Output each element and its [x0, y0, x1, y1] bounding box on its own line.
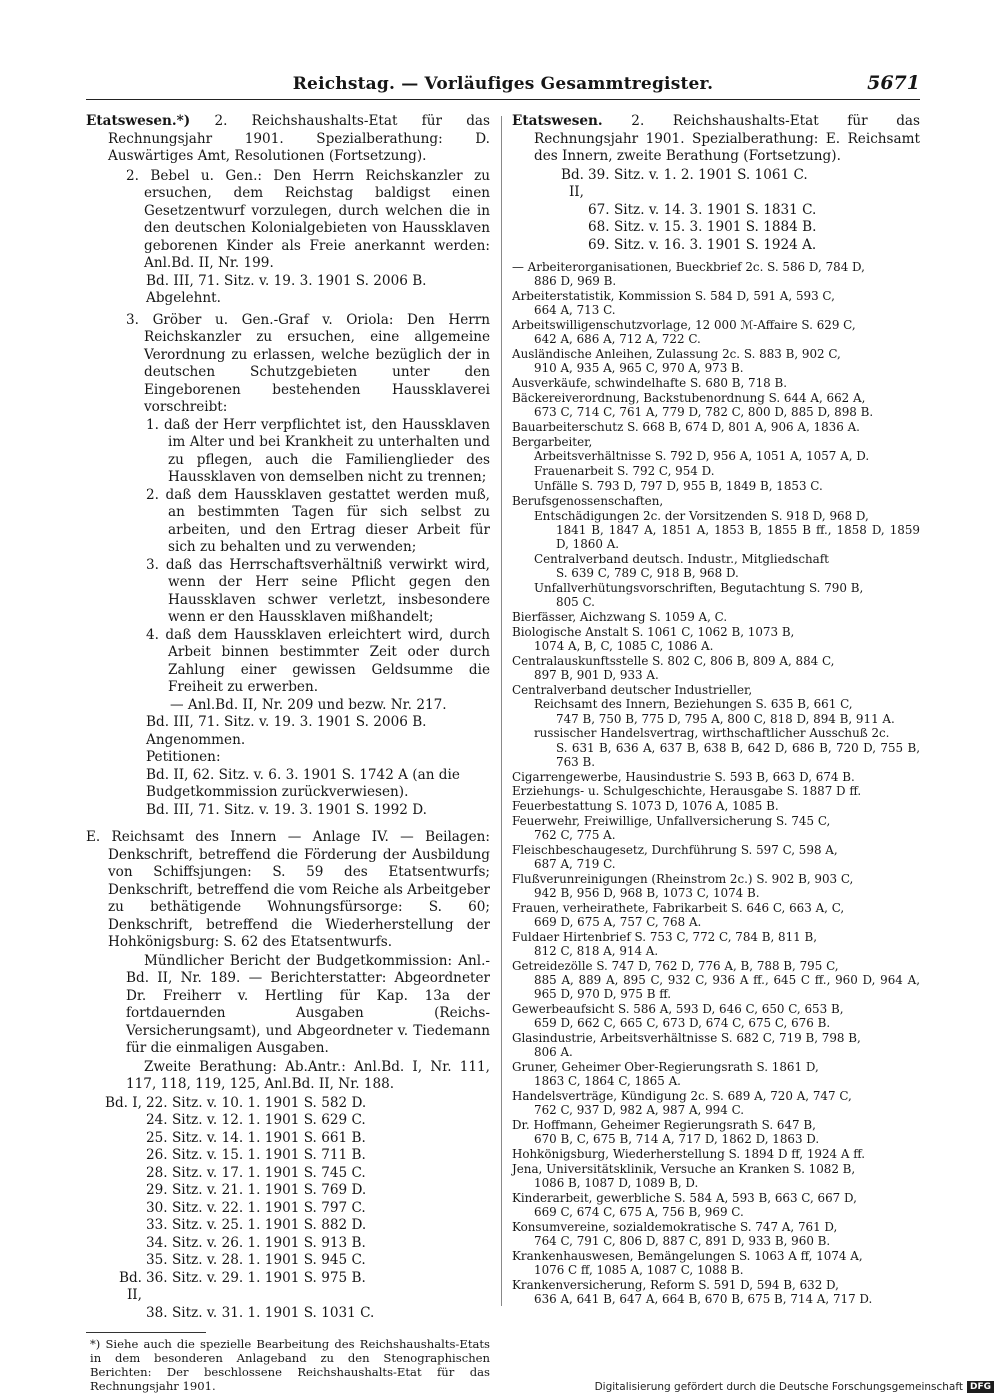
second-reading: Zweite Berathung: Ab.Antr.: Anl.Bd. I, Nr. 111, 117, 118, 119, 125, Anl.Bd. II, Nr. 188.	[126, 1058, 490, 1092]
index-entry-continuation: 806 A.	[534, 1045, 573, 1060]
index-entry-text: Jena, Universitätsklinik, Versuche an Kranken S. 1082 B,	[512, 1161, 856, 1176]
motion-groeber-result: Angenommen.	[146, 731, 246, 748]
index-entry-continuation: 669 D, 675 A, 757 C, 768 A.	[534, 915, 702, 930]
index-entry-continuation: 897 B, 901 D, 933 A.	[534, 667, 659, 682]
index-entry	[512, 260, 920, 288]
index-entry-text: Krankenhauswesen, Bemängelungen S. 1063 A ff, 1074 A,	[512, 1248, 863, 1263]
session-volume: Bd. I,	[104, 1094, 142, 1111]
session-line	[104, 1182, 490, 1200]
index-entry	[512, 347, 920, 375]
index-entry-text: Centralverband deutsch. Industr., Mitgliedschaft	[534, 551, 829, 566]
index-entry	[512, 683, 920, 697]
session-volume	[104, 1112, 146, 1130]
session-line	[546, 237, 920, 255]
index-entry-continuation: 805 C.	[556, 594, 595, 609]
session-line	[104, 1130, 490, 1148]
index-entry-text: Handelsverträge, Kündigung 2c. S. 689 A, 720 A, 747 C,	[512, 1089, 852, 1104]
running-title: Reichstag. — Vorläufiges Gesammtregister.	[292, 74, 714, 94]
session-volume	[546, 219, 588, 237]
petitionen-ref-1: Bd. II, 62. Sitz. v. 6. 3. 1901 S. 1742 A (an die Budgetkommission zurückverwiesen).	[146, 766, 460, 800]
index-entry	[512, 1031, 920, 1059]
index-entry-continuation: 886 D, 969 B.	[534, 274, 617, 289]
petitionen-ref-2: Bd. III, 71. Sitz. v. 19. 3. 1901 S. 1992 D.	[146, 801, 427, 818]
index-entry	[512, 1060, 920, 1088]
index-entry-continuation: 669 C, 674 C, 675 A, 756 B, 969 C.	[534, 1205, 744, 1220]
session-text: 30. Sitz. v. 22. 1. 1901 S. 797 C.	[146, 1199, 366, 1216]
left-column	[86, 113, 490, 1393]
index-entry-text: Reichsamt des Innern, Beziehungen S. 635 B, 661 C,	[534, 697, 853, 712]
footnote-rule	[86, 1332, 206, 1333]
index-entry-text: Ausverkäufe, schwindelhafte S. 680 B, 718 B.	[512, 376, 788, 390]
session-line	[104, 1200, 490, 1218]
index-entry-text: Unfallverhütungsvorschriften, Begutachtung S. 790 B,	[534, 580, 864, 595]
index-entry	[512, 610, 920, 624]
session-text: 69. Sitz. v. 16. 3. 1901 S. 1924 A.	[588, 236, 817, 253]
index-entry	[512, 872, 920, 900]
session-line	[546, 202, 920, 220]
index-entry-text: Bergarbeiter,	[512, 434, 593, 449]
index-entry-continuation: 812 C, 818 A, 914 A.	[534, 944, 659, 959]
session-volume	[104, 1165, 146, 1183]
session-line	[104, 1235, 490, 1253]
index-entry	[512, 930, 920, 958]
motion-bebel-result: Abgelehnt.	[146, 290, 221, 306]
index-subentry	[512, 509, 920, 552]
index-subentry	[512, 479, 920, 493]
page-header	[86, 72, 920, 102]
index-entry	[512, 799, 920, 813]
session-text: 29. Sitz. v. 21. 1. 1901 S. 769 D.	[146, 1182, 367, 1198]
session-text: 33. Sitz. v. 25. 1. 1901 S. 882 D.	[146, 1217, 367, 1233]
motion-groeber-ref: Bd. III, 71. Sitz. v. 19. 3. 1901 S. 2006 B.	[146, 714, 427, 730]
motion-bebel: 2. Bebel u. Gen.: Den Herrn Reichskanzler zu ersuchen, dem Reichstag baldigst einen Gesetzentwurf vorzulegen, durch welchen die in den deutschen Kolonialgebieten von Haussklaven geborenen Kinder als Freie anerkannt werden: Anl.Bd. II, Nr. 199.	[126, 167, 490, 271]
index-subentry	[512, 464, 920, 478]
index-entry	[512, 843, 920, 871]
index-subentry	[512, 552, 920, 580]
index-entry	[512, 1162, 920, 1190]
session-volume	[104, 1147, 146, 1165]
index-entry	[512, 1118, 920, 1146]
motion-groeber: 3. Gröber u. Gen.-Graf v. Oriola: Den Herrn Reichskanzler zu ersuchen, eine allgemeine Verordnung zu erlassen, welche bezüglich der in deutschen Schutzgebieten unter den Eingeborenen bestehenden Haussklaverei vorschreibt:	[126, 311, 490, 415]
session-volume	[104, 1252, 146, 1270]
session-line	[104, 1305, 490, 1323]
session-line	[104, 1270, 490, 1305]
right-heading	[512, 113, 920, 166]
index-entry	[512, 1278, 920, 1306]
index-entry-continuation: 762 C, 937 D, 982 A, 987 A, 994 C.	[534, 1103, 745, 1118]
left-session-list	[86, 1095, 490, 1323]
index-entry-continuation: 636 A, 641 B, 647 A, 664 B, 670 B, 675 B, 714 A, 717 D.	[534, 1292, 873, 1307]
index-entry-continuation: 673 C, 714 C, 761 A, 779 D, 782 C, 800 D, 885 D, 898 B.	[534, 405, 874, 419]
index-entry-continuation: S. 639 C, 789 C, 918 B, 968 D.	[556, 565, 739, 580]
index-entry	[512, 959, 920, 1002]
petitionen-label: Petitionen:	[146, 749, 221, 765]
session-line	[104, 1165, 490, 1183]
index-entry-text: Krankenversicherung, Reform S. 591 D, 594 B, 632 D,	[512, 1277, 839, 1292]
index-entry-text: Dr. Hoffmann, Geheimer Regierungsrath S. 647 B,	[512, 1118, 816, 1133]
index-entry-text: Ausländische Anleihen, Zulassung 2c. S. 883 B, 902 C,	[512, 347, 841, 361]
index-subentry	[512, 449, 920, 463]
index-entry-text: Centralauskunftsstelle S. 802 C, 806 B, 809 A, 884 C,	[512, 653, 835, 668]
index-entry	[512, 1089, 920, 1117]
session-text: 25. Sitz. v. 14. 1. 1901 S. 661 B.	[146, 1129, 366, 1146]
session-volume	[104, 1200, 146, 1218]
session-text: 35. Sitz. v. 28. 1. 1901 S. 945 C.	[146, 1252, 366, 1268]
session-volume	[104, 1305, 146, 1323]
index-entry	[512, 494, 920, 508]
session-volume	[546, 202, 588, 220]
index-entry-text: Erziehungs- u. Schulgeschichte, Herausgabe S. 1887 D ff.	[512, 784, 862, 799]
column-divider	[501, 116, 502, 1306]
index-entry-text: Getreidezölle S. 747 D, 762 D, 776 A, B, 788 B, 795 C,	[512, 958, 839, 973]
session-volume	[546, 237, 588, 255]
index-entry-continuation: S. 631 B, 636 A, 637 B, 638 B, 642 D, 686 B, 720 D, 755 B, 763 B.	[556, 740, 920, 769]
left-heading-text: 2. Reichshaushalts-Etat für das Rechnungsjahr 1901. Spezialberathung: D. Auswärtiges Amt, Resolutionen (Fortsetzung).	[108, 113, 490, 164]
index-subentry	[512, 697, 920, 725]
index-entry	[512, 435, 920, 449]
index-entry-continuation: 1086 B, 1087 D, 1089 B, D.	[534, 1176, 699, 1191]
index-entry-text: Feuerbestattung S. 1073 D, 1076 A, 1085 B.	[512, 799, 779, 814]
page-footer	[595, 1381, 994, 1393]
motion-groeber-anl: — Anl.Bd. II, Nr. 209 und bezw. Nr. 217.	[170, 696, 447, 713]
session-text: 68. Sitz. v. 15. 3. 1901 S. 1884 B.	[588, 219, 817, 235]
session-line	[104, 1147, 490, 1165]
index-subentry	[512, 581, 920, 609]
right-heading-keyword: Etatswesen.	[512, 113, 603, 129]
index-entry	[512, 1220, 920, 1248]
index-entry-text: Frauenarbeit S. 792 C, 954 D.	[534, 464, 715, 479]
index-entry-text: Arbeitsverhältnisse S. 792 D, 956 A, 1051 A, 1057 A, D.	[534, 449, 870, 464]
session-volume	[104, 1235, 146, 1253]
index-entry-text: Kinderarbeit, gewerbliche S. 584 A, 593 B, 663 C, 667 D,	[512, 1190, 857, 1205]
index-entry-text: Glasindustrie, Arbeitsverhältnisse S. 682 C, 719 B, 798 B,	[512, 1031, 861, 1046]
session-volume	[104, 1217, 146, 1235]
index-entry	[512, 391, 920, 419]
session-text: 34. Sitz. v. 26. 1. 1901 S. 913 B.	[146, 1234, 366, 1251]
index-entry	[512, 770, 920, 784]
session-line	[546, 167, 920, 202]
session-line	[104, 1252, 490, 1270]
index-entry-continuation: 942 B, 956 D, 968 B, 1073 C, 1074 B.	[534, 886, 760, 901]
session-volume: Bd. II,	[560, 166, 584, 200]
index-entry	[512, 1002, 920, 1030]
index-entry	[512, 1249, 920, 1277]
index-entry-text: Frauen, verheirathete, Fabrikarbeit S. 646 C, 663 A, C,	[512, 900, 845, 915]
index-entry-text: russischer Handelsvertrag, wirthschaftlicher Ausschuß 2c.	[534, 726, 890, 741]
session-line	[104, 1095, 490, 1113]
index-entry	[512, 289, 920, 317]
index-entry	[512, 784, 920, 798]
index-entry	[512, 625, 920, 653]
motion-bebel-ref: Bd. III, 71. Sitz. v. 19. 3. 1901 S. 2006 B.	[146, 272, 427, 289]
index-entry-continuation: 670 B, C, 675 B, 714 A, 717 D, 1862 D, 1863 D.	[534, 1132, 820, 1147]
right-session-list	[512, 167, 920, 255]
index-entry-text: Berufsgenossenschaften,	[512, 493, 664, 508]
header-rule	[86, 99, 920, 100]
index-entry-text: Fuldaer Hirtenbrief S. 753 C, 772 C, 784 B, 811 B,	[512, 929, 818, 944]
right-heading-text: 2. Reichshaushalts-Etat für das Rechnungsjahr 1901. Spezialberathung: E. Reichsamt des Innern, zweite Berathung (Fortsetzung).	[534, 113, 920, 164]
session-line	[104, 1217, 490, 1235]
index-entry	[512, 376, 920, 390]
session-text: 38. Sitz. v. 31. 1. 1901 S. 1031 C.	[146, 1304, 375, 1321]
session-line	[546, 219, 920, 237]
session-text: 26. Sitz. v. 15. 1. 1901 S. 711 B.	[146, 1147, 366, 1163]
index-entry-text: Bierfässer, Aichzwang S. 1059 A, C.	[512, 609, 728, 624]
index-entry-text: Unfälle S. 793 D, 797 D, 955 B, 1849 B, 1853 C.	[534, 478, 823, 493]
session-text: 22. Sitz. v. 10. 1. 1901 S. 582 D.	[146, 1094, 367, 1111]
index-entry-text: Bauarbeiterschutz S. 668 B, 674 D, 801 A, 906 A, 1836 A.	[512, 419, 860, 434]
session-text: 24. Sitz. v. 12. 1. 1901 S. 629 C.	[146, 1112, 366, 1128]
index-entry-continuation: 642 A, 686 A, 712 A, 722 C.	[534, 332, 701, 347]
index-entry-continuation: 687 A, 719 C.	[534, 857, 616, 872]
motion-point: 3. daß das Herrschaftsverhältniß verwirkt wird, wenn der Herr seine Pflicht gegen den Haussklaven schwer verletzt, insbesondere wenn er den Haussklaven mißhandelt;	[146, 556, 490, 625]
section-e: E. Reichsamt des Innern — Anlage IV. — Beilagen: Denkschrift, betreffend die Förderung der Ausbildung von Schiffsjungen: S. 59 des Etatsentwurfs; Denkschrift, betreffend die vom Reiche als Arbeitgeber zu bethätigende Wohnungsfürsorge: S. 60; Denkschrift, betreffend die Wiederherstellung der Hohkönigsburg: S. 62 des Etatsentwurfs.	[86, 829, 490, 950]
index-entry-text: Centralverband deutscher Industrieller,	[512, 682, 753, 697]
index-entry-continuation: 1074 A, B, C, 1085 C, 1086 A.	[534, 638, 714, 653]
index-entry	[512, 1147, 920, 1161]
index-entry	[512, 814, 920, 842]
right-column	[512, 113, 920, 1307]
page-number: 5671	[867, 72, 920, 94]
index-entry-continuation: 885 A, 889 A, 895 C, 932 C, 936 A ff., 645 C ff., 960 D, 964 A, 965 D, 970 D, 975 B ff.	[534, 973, 920, 1002]
session-text: 39. Sitz. v. 1. 2. 1901 S. 1061 C.	[588, 166, 808, 183]
index-entry-continuation: 762 C, 775 A.	[534, 828, 616, 843]
index-entry-text: Entschädigungen 2c. der Vorsitzenden S. 918 D, 968 D,	[534, 508, 869, 523]
index-entry-continuation: 1863 C, 1864 C, 1865 A.	[534, 1074, 681, 1089]
index-entry	[512, 420, 920, 434]
funding-note: Digitalisierung gefördert durch die Deutsche Forschungsgemeinschaft	[594, 1381, 963, 1393]
subject-index	[512, 260, 920, 1306]
index-entry-text: Feuerwehr, Freiwillige, Unfallversicherung S. 745 C,	[512, 813, 831, 828]
footnote: *) Siehe auch die spezielle Bearbeitung des Reichshaushalts-Etats in dem besonderen Anlageband zu den Stenographischen Berichten: Der beschlossene Reichshaushalts-Etat für das Rechnungsjahr 1901.	[90, 1337, 490, 1393]
session-text: 67. Sitz. v. 14. 3. 1901 S. 1831 C.	[588, 201, 817, 218]
index-entry-text: Biologische Anstalt S. 1061 C, 1062 B, 1073 B,	[512, 624, 795, 639]
index-entry-text: Konsumvereine, sozialdemokratische S. 747 A, 761 D,	[512, 1219, 838, 1234]
index-entry-continuation: 910 A, 935 A, 965 C, 970 A, 973 B.	[534, 361, 744, 376]
index-entry-text: Bäckereiverordnung, Backstubenordnung S. 644 A, 662 A,	[512, 390, 866, 405]
left-heading-keyword: Etatswesen.*)	[86, 113, 191, 129]
index-entry	[512, 901, 920, 929]
motion-point: 2. daß dem Haussklaven gestattet werden muß, an bestimmten Tagen für sich selbst zu arbeiten, und den Ertrag dieser Arbeit für sich zu behalten und zu verwenden;	[146, 486, 490, 555]
index-entry-text: Arbeitswilligenschutzvorlage, 12 000 ℳ-Affaire S. 629 C,	[512, 318, 856, 332]
index-entry-continuation: 659 D, 662 C, 665 C, 673 D, 674 C, 675 C, 676 B.	[534, 1016, 831, 1031]
index-entry	[512, 318, 920, 346]
index-entry-text: Arbeiterstatistik, Kommission S. 584 D, 591 A, 593 C,	[512, 289, 835, 303]
session-volume	[104, 1130, 146, 1148]
index-entry	[512, 1191, 920, 1219]
session-text: 36. Sitz. v. 29. 1. 1901 S. 975 B.	[146, 1269, 366, 1286]
index-subentry	[512, 726, 920, 769]
index-entry-text: — Arbeiterorganisationen, Bueckbrief 2c. S. 586 D, 784 D,	[512, 260, 865, 274]
index-entry-text: Hohkönigsburg, Wiederherstellung S. 1894 D ff, 1924 A ff.	[512, 1147, 866, 1162]
index-entry-continuation: 1841 B, 1847 A, 1851 A, 1853 B, 1855 B ff., 1858 D, 1859 D, 1860 A.	[556, 522, 920, 551]
index-entry-text: Fleischbeschaugesetz, Durchführung S. 597 C, 598 A,	[512, 842, 838, 857]
session-text: 28. Sitz. v. 17. 1. 1901 S. 745 C.	[146, 1164, 366, 1181]
budget-report: Mündlicher Bericht der Budgetkommission: Anl.-Bd. II, Nr. 189. — Berichterstatter: Abgeordneter Dr. Freiherr v. Hertling für Kap. 13a der fortdauernden Ausgaben (Reichs-Versicherungsamt), und Abgeordneter v. Tiedemann für die einmaligen Ausgaben.	[126, 952, 490, 1056]
index-entry-text: Flußverunreinigungen (Rheinstrom 2c.) S. 902 B, 903 C,	[512, 871, 854, 886]
index-entry-text: Gruner, Geheimer Ober-Regierungsrath S. 1861 D,	[512, 1060, 819, 1075]
session-volume	[104, 1182, 146, 1200]
index-entry-text: Gewerbeaufsicht S. 586 A, 593 D, 646 C, 650 C, 653 B,	[512, 1002, 844, 1017]
left-heading	[86, 113, 490, 166]
index-entry-text: Cigarrengewerbe, Hausindustrie S. 593 B, 663 D, 674 B.	[512, 769, 855, 784]
session-volume: Bd. II,	[118, 1269, 142, 1303]
dfg-logo: DFG	[967, 1381, 994, 1393]
index-entry-continuation: 764 C, 791 C, 806 D, 887 C, 891 D, 933 B, 960 B.	[534, 1234, 831, 1249]
index-entry-continuation: 664 A, 713 C.	[534, 303, 616, 318]
session-line	[104, 1112, 490, 1130]
index-entry-continuation: 1076 C ff, 1085 A, 1087 C, 1088 B.	[534, 1263, 744, 1278]
motion-point: 4. daß dem Haussklaven erleichtert wird, durch Arbeit binnen bestimmter Zeit oder durch Zahlung einer gewissen Geldsumme die Freiheit zu erwerben.	[146, 626, 490, 695]
motion-point: 1. daß der Herr verpflichtet ist, den Haussklaven im Alter und bei Krankheit zu unterhalten und zu pflegen, auch die Familienglieder des Haussklaven von demselben nicht zu trennen;	[146, 416, 490, 485]
index-entry-continuation: 747 B, 750 B, 775 D, 795 A, 800 C, 818 D, 894 B, 911 A.	[556, 711, 895, 726]
index-entry	[512, 654, 920, 682]
